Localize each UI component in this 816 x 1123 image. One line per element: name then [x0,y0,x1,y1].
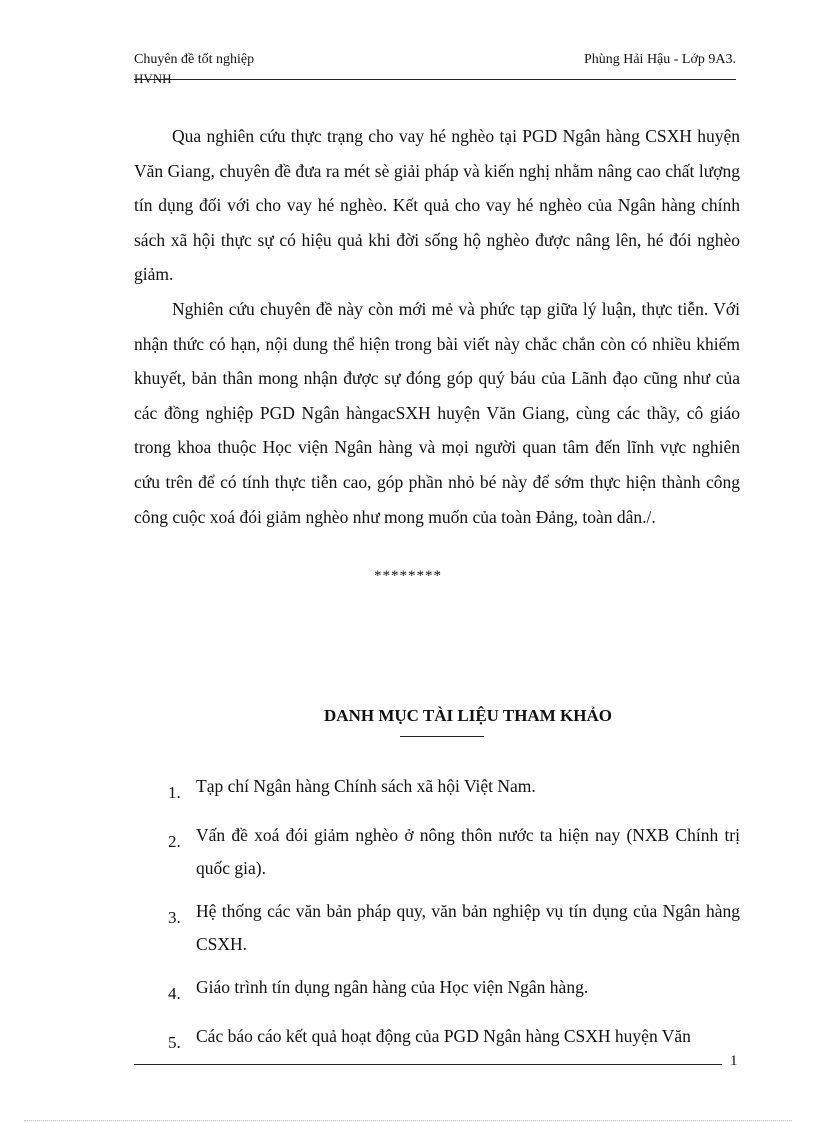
list-item-number: 3. [168,908,181,927]
header-left-text: Chuyên đề tốt nghiệp [134,52,255,67]
list-item-text: Giáo trình tín dụng ngân hàng của Học viện Ngân hàng. [196,977,589,997]
references-title: DANH MỤC TÀI LIỆU THAM KHẢO [324,706,612,725]
list-item-number: 5. [168,1033,181,1052]
list-item-text: Hệ thống các văn bản pháp quy, văn bản nghiệp vụ tín dụng của Ngân hàng CSXH. [196,901,740,954]
list-item [134,1020,740,1059]
list-item-text: Vấn đề xoá đói giảm nghèo ở nông thôn nước ta hiện nay (NXB Chính trị quốc gia). [196,825,740,878]
footer-rule [134,1064,722,1065]
list-item [134,819,740,885]
references-list [134,770,740,1069]
paragraph: Nghiên cứu chuyên đề này còn mới mẻ và phức tạp giữa lý luận, thực tiễn. Với nhận thức có hạn, nội dung thể hiện trong bài viết này chắc chắn còn có nhiều khiếm khuyết, bản thân mong nhận được sự đóng góp quý báu của Lãnh đạo cũng như của các đồng nghiệp PGD Ngân hàngacSXH huyện Văn Giang, cùng các thầy, cô giáo trong khoa thuộc Học viện Ngân hàng và mọi người quan tâm đến lĩnh vực nghiên cứu trên để có tính thực tiễn cao, góp phần nhỏ bé này để sớm thực hiện thành công công cuộc xoá đói giảm nghèo như mong muốn của toàn Đảng, toàn dân./. [134,298,740,527]
list-item [134,895,740,961]
list-item-text: Tạp chí Ngân hàng Chính sách xã hội Việt Nam. [196,776,536,796]
list-item-number: 4. [168,984,181,1003]
section-separator: ******** [374,568,442,584]
page-number: 1 [730,1053,738,1069]
list-item-number: 1. [168,783,181,802]
list-item-number: 2. [168,832,181,851]
title-underline [400,736,484,737]
conclusion-body [134,119,740,534]
header-right-text: Phùng Hải Hậu - Lớp 9A3. [583,52,736,67]
page-boundary [24,1120,792,1121]
header-rule [134,79,736,80]
list-item [134,770,740,809]
list-item-text: Các báo cáo kết quả hoạt động của PGD Ngân hàng CSXH huyện Văn [196,1026,691,1046]
paragraph: Qua nghiên cứu thực trạng cho vay hé nghèo tại PGD Ngân hàng CSXH huyện Văn Giang, chuyên đề đưa ra mét sè giải pháp và kiến nghị nhằm nâng cao chất lượng tín dụng đối với cho vay hé nghèo. Kết quả cho vay hé nghèo của Ngân hàng chính sách xã hội thực sự có hiệu quả khi đời sống hộ nghèo được nâng lên, hé đói nghèo giảm. [134,126,740,285]
list-item [134,971,740,1010]
header-institution: HVNH [134,71,172,86]
